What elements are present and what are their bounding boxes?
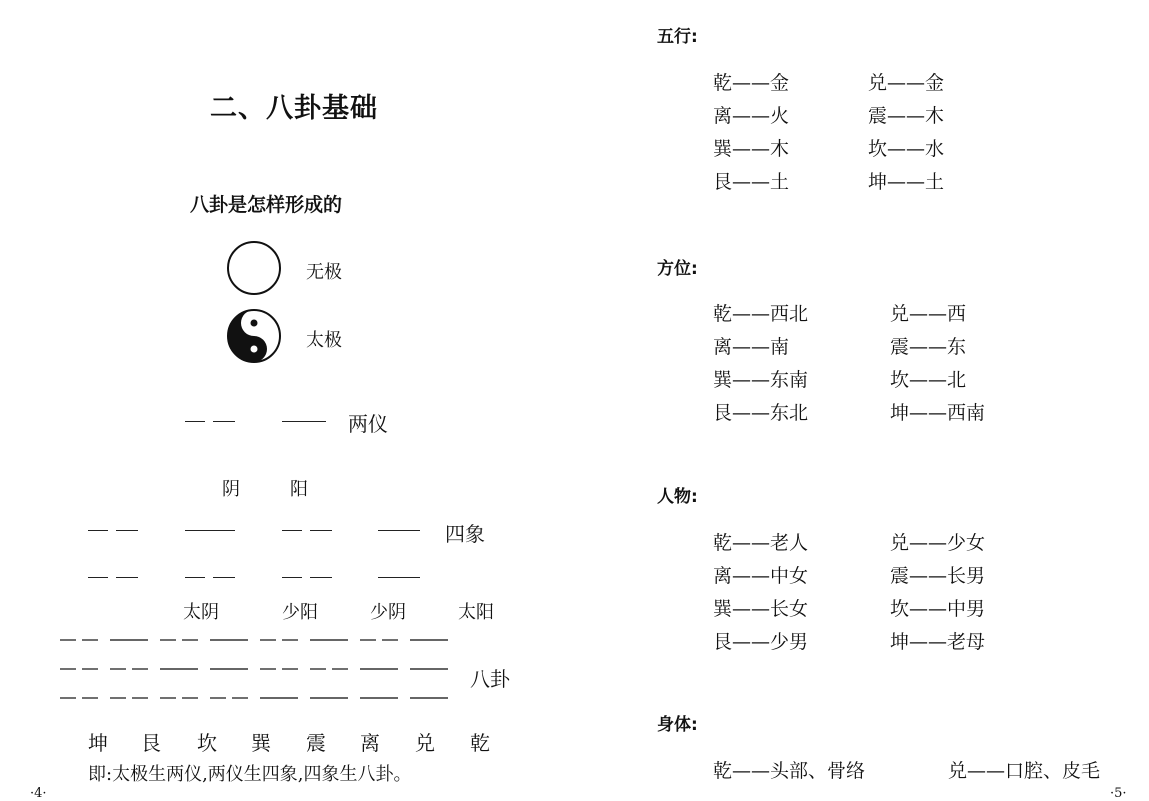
sixiang-name-shaoyin: 少阴 — [370, 602, 406, 623]
renwu-row-4-right: 坤——老母 — [890, 631, 986, 653]
renwu-row-2-left: 离——中女 — [713, 565, 809, 587]
yin-line-left — [185, 421, 205, 422]
taiji-yin-yang-icon — [226, 308, 282, 364]
section-subtitle: 八卦是怎样形成的 — [190, 194, 343, 216]
section-heading-fangwei: 方位: — [657, 259, 698, 279]
trigram-name-xun: 巽 — [251, 731, 271, 755]
renwu-row-1-left: 乾——老人 — [713, 532, 809, 554]
section-heading-renwu: 人物: — [657, 487, 698, 507]
page-number-left: ·4· — [30, 786, 47, 801]
trigram-name-gen: 艮 — [141, 731, 161, 755]
trigram-name-kan: 坎 — [197, 731, 217, 755]
fangwei-row-4-right: 坤——西南 — [890, 402, 986, 424]
yang-label: 阳 — [290, 479, 308, 500]
wuxing-row-1-left: 乾——金 — [713, 72, 790, 94]
trigram-name-kun: 坤 — [88, 731, 108, 755]
wuxing-row-2-right: 震——木 — [868, 105, 945, 127]
bagua-label: 八卦 — [470, 667, 510, 691]
liangyi-label: 两仪 — [348, 412, 388, 436]
renwu-row-1-right: 兑——少女 — [890, 532, 986, 554]
fangwei-row-1-right: 兑——西 — [890, 303, 967, 325]
renwu-row-3-left: 巽——长女 — [713, 598, 809, 620]
trigram-name-li: 离 — [360, 731, 380, 755]
wuxing-row-4-right: 坤——土 — [868, 171, 945, 193]
chapter-title: 二、八卦基础 — [210, 93, 378, 124]
yang-line — [282, 421, 326, 422]
bagua-trigrams — [60, 632, 450, 707]
taiji-label: 太极 — [306, 330, 342, 351]
wuxing-row-4-left: 艮——土 — [713, 171, 790, 193]
fangwei-row-3-right: 坎——北 — [890, 369, 967, 391]
fangwei-row-3-left: 巽——东南 — [713, 369, 809, 391]
fangwei-row-2-right: 震——东 — [890, 336, 967, 358]
sixiang-name-taiyang: 太阳 — [458, 602, 494, 623]
sixiang-name-taiyin: 太阴 — [183, 602, 219, 623]
yin-label: 阴 — [222, 479, 240, 500]
trigram-name-qian: 乾 — [470, 731, 490, 755]
wuxing-row-3-left: 巽——木 — [713, 138, 790, 160]
shenti-row-1-right: 兑——口腔、皮毛 — [948, 760, 1101, 782]
trigram-name-zhen: 震 — [306, 731, 326, 755]
wuxing-row-2-left: 离——火 — [713, 105, 790, 127]
page-number-right: ·5· — [1110, 786, 1127, 801]
renwu-row-2-right: 震——长男 — [890, 565, 986, 587]
fangwei-row-1-left: 乾——西北 — [713, 303, 809, 325]
wuji-label: 无极 — [306, 262, 342, 283]
wuxing-row-1-right: 兑——金 — [868, 72, 945, 94]
trigram-name-dui: 兑 — [415, 731, 435, 755]
renwu-row-4-left: 艮——少男 — [713, 631, 809, 653]
renwu-row-3-right: 坎——中男 — [890, 598, 986, 620]
shenti-row-1-left: 乾——头部、骨络 — [713, 760, 866, 782]
fangwei-row-4-left: 艮——东北 — [713, 402, 809, 424]
section-heading-wuxing: 五行: — [657, 27, 698, 47]
yin-line-right — [213, 421, 235, 422]
fangwei-row-2-left: 离——南 — [713, 336, 790, 358]
wuxing-row-3-right: 坎——水 — [868, 138, 945, 160]
sixiang-label: 四象 — [445, 522, 485, 546]
wuji-circle-icon — [226, 240, 282, 296]
sixiang-name-shaoyang: 少阳 — [282, 602, 318, 623]
section-heading-shenti: 身体: — [657, 715, 698, 735]
summary-text: 即:太极生两仪,两仪生四象,四象生八卦。 — [88, 764, 412, 785]
